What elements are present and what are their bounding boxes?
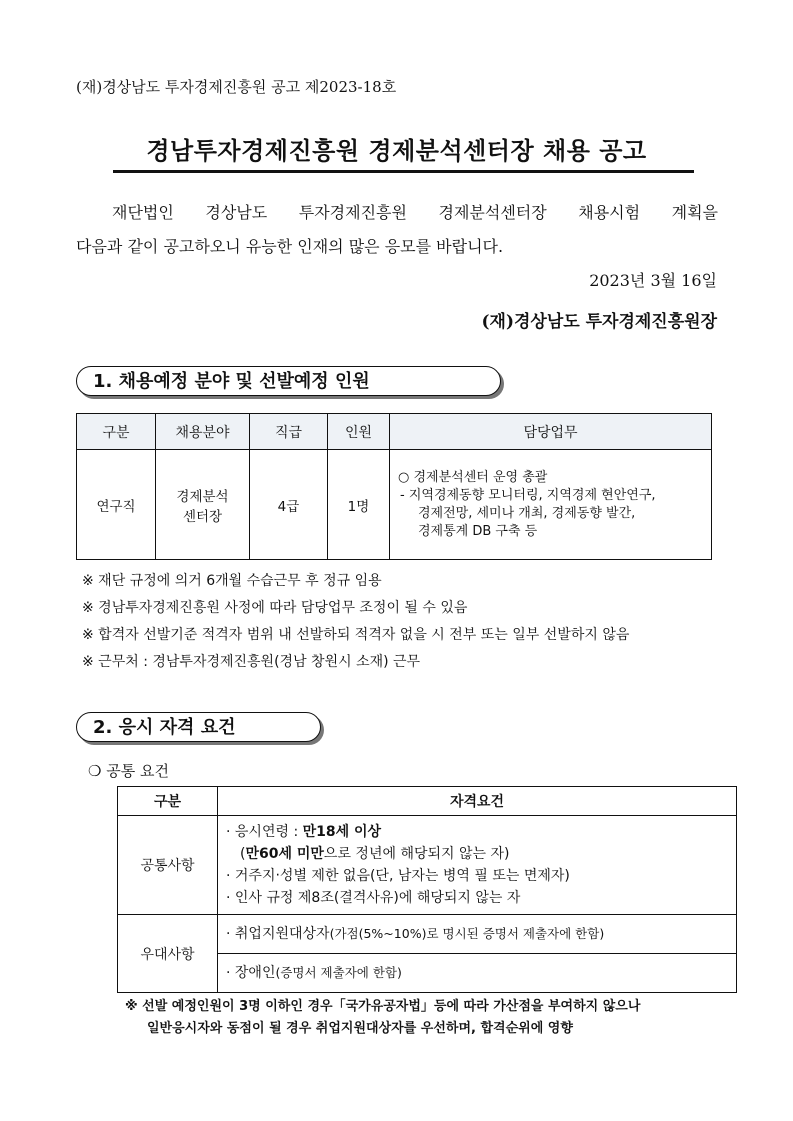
age-value: 만18세 이상 — [302, 824, 382, 840]
cell-count: 1명 — [328, 450, 390, 560]
col-category: 구분 — [118, 787, 218, 816]
footnote-line-2: 일반응시자와 동점이 될 경우 취업지원대상자를 우선하며, 합격순위에 영향 — [147, 1021, 573, 1036]
age-requirement — [226, 821, 728, 843]
disqualification-requirement: · 인사 규정 제8조(결격사유)에 해당되지 않는 자 — [226, 890, 521, 906]
age-prefix: · 응시연령 : — [226, 824, 303, 840]
cell-common-requirements — [218, 816, 737, 915]
footnote — [125, 996, 640, 1040]
col-duty: 담당업무 — [390, 414, 712, 450]
notes-list — [82, 568, 629, 676]
title-underline — [113, 170, 694, 173]
cell-preference-2 — [218, 954, 737, 993]
cell-grade: 4급 — [250, 450, 328, 560]
field-line-1: 경제분석 — [176, 488, 229, 505]
residence-requirement: · 거주지‧성별 제한 없음(단, 남자는 병역 필 또는 면제자) — [226, 868, 570, 884]
qualification-table — [117, 786, 737, 993]
col-field: 채용분야 — [156, 414, 250, 450]
duty-sub-1: - 지역경제동향 모니터링, 지역경제 현안연구, — [400, 487, 656, 503]
note-item: ※ 근무처 : 경남투자경제진흥원(경남 창원시 소재) 근무 — [82, 654, 421, 670]
retire-open: ( — [240, 846, 246, 862]
duty-sub-3: 경제통계 DB 구축 등 — [418, 523, 538, 539]
recruitment-table — [76, 413, 712, 560]
intro-line-2: 다음과 같이 공고하오니 유능한 인재의 많은 응모를 바랍니다. — [76, 237, 504, 256]
table-row — [77, 450, 712, 560]
intro-line-1: 재단법인 경상남도 투자경제진흥원 경제분석센터장 채용시험 계획을 — [112, 203, 718, 222]
pref-1-main: · 취업지원대상자 — [226, 926, 330, 942]
table-header-row — [118, 787, 737, 816]
note-item: ※ 경남투자경제진흥원 사정에 따라 담당업무 조정이 될 수 있음 — [82, 600, 468, 616]
table-row — [118, 915, 737, 954]
note-item: ※ 재단 규정에 의거 6개월 수습근무 후 정규 임용 — [82, 573, 382, 589]
cell-preference-1 — [218, 915, 737, 954]
cell-field — [156, 450, 250, 560]
duty-main: ○ 경제분석센터 운영 총괄 — [398, 469, 548, 485]
cell-common-label: 공통사항 — [118, 816, 218, 915]
section-2-heading: 2. 응시 자격 요건 — [76, 712, 321, 742]
section-1-heading: 1. 채용예정 분야 및 선발예정 인원 — [76, 366, 501, 396]
table-header-row — [77, 414, 712, 450]
table-row — [118, 816, 737, 915]
col-count: 인원 — [328, 414, 390, 450]
pref-2-main: · 장애인 — [226, 965, 276, 981]
page-title: 경남투자경제진흥원 경제분석센터장 채용 공고 — [146, 137, 647, 165]
common-requirements-title: ❍ 공통 요건 — [88, 762, 169, 780]
cell-preference-label: 우대사항 — [118, 915, 218, 993]
field-line-2: 센터장 — [182, 508, 223, 525]
pref-2-detail: (증명서 제출자에 한함) — [275, 965, 402, 980]
footnote-line-1: ※ 선발 예정인원이 3명 이하인 경우「국가유공자법」등에 따라 가산점을 부여하지 않으나 — [125, 999, 641, 1014]
cell-type: 연구직 — [77, 450, 156, 560]
issuer: (재)경상남도 투자경제진흥원장 — [481, 312, 717, 332]
duty-sub-2: 경제전망, 세미나 개최, 경제동향 발간, — [418, 505, 636, 521]
col-type: 구분 — [77, 414, 156, 450]
pref-1-detail: (가점(5%~10%)로 명시된 증명서 제출자에 한함) — [329, 926, 605, 941]
cell-duty — [390, 450, 712, 560]
note-item: ※ 합격자 선발기준 적격자 범위 내 선발하되 적격자 없을 시 전부 또는 일부 선발하지 않음 — [82, 627, 630, 643]
retire-requirement — [226, 843, 728, 865]
notice-number: (재)경상남도 투자경제진흥원 공고 제2023-18호 — [76, 78, 397, 96]
notice-date: 2023년 3월 16일 — [589, 271, 717, 290]
retire-rest: 으로 정년에 해당되지 않는 자) — [323, 846, 510, 862]
retire-value: 만60세 미만 — [245, 846, 324, 862]
col-grade: 직급 — [250, 414, 328, 450]
col-requirement: 자격요건 — [218, 787, 737, 816]
